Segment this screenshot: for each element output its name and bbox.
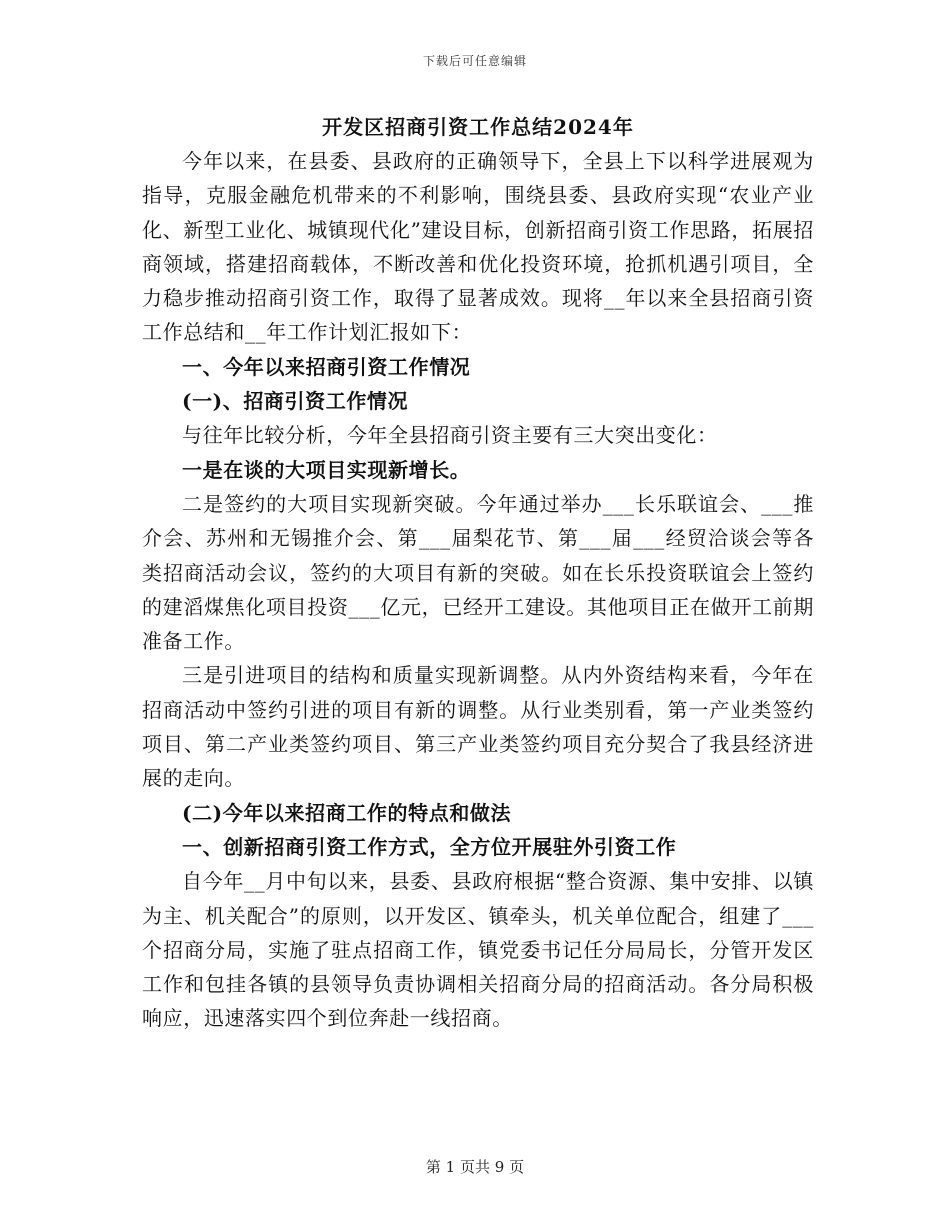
paragraph: 二是签约的大项目实现新突破。今年通过举办___长乐联谊会、___推介会、苏州和无锡推介会、第___届梨花节、第___届___经贸洽谈会等各类招商活动会议，签约的大项目有新的突破。如在长乐投资联谊会上签约的建滔煤焦化项目投资___亿元，已经开工建设。其他项目正在做开工前期准备工作。 <box>142 491 814 654</box>
subsection-heading-1: (一)、招商引资工作情况 <box>182 389 409 414</box>
paragraph: 自今年__月中旬以来，县委、县政府根据“整合资源、集中安排、以镇为主、机关配合”的原则，以开发区、镇牵头，机关单位配合，组建了___个招商分局，实施了驻点招商工作，镇党委书记任分局局长，分管开发区工作和包挂各镇的县领导负责协调相关招商分局的招商活动。各分局积极响应，迅速落实四个到位奔赴一线招商。 <box>142 869 814 1031</box>
section-heading-1: 一、今年以来招商引资工作情况 <box>182 354 471 379</box>
page-header-note: 下载后可任意编辑 <box>422 54 527 68</box>
point-heading-2: 一、创新招商引资工作方式，全方位开展驻外引资工作 <box>182 834 677 859</box>
subsection-heading-2: (二)今年以来招商工作的特点和做法 <box>182 800 512 825</box>
intro-paragraph: 今年以来，在县委、县政府的正确领导下，全县上下以科学进展观为指导，克服金融危机带来的不利影响，围绕县委、县政府实现“农业产业化、新型工业化、城镇现代化”建设目标，创新招商引资工作思路，拓展招商领域，搭建招商载体，不断改善和优化投资环境，抢抓机遇引项目，全力稳步推动招商引资工作，取得了显著成效。现将__年以来全县招商引资工作总结和__年工作计划汇报如下： <box>142 149 814 345</box>
document-title: 开发区招商引资工作总结2024年 <box>322 115 634 139</box>
paragraph: 三是引进项目的结构和质量实现新调整。从内外资结构来看，今年在招商活动中签约引进的项目有新的调整。从行业类别看，第一产业类签约项目、第二产业类签约项目、第三产业类签约项目充分契合了我县经济进展的走向。 <box>142 663 814 791</box>
point-heading-1: 一是在谈的大项目实现新增长。 <box>182 457 471 482</box>
paragraph: 与往年比较分析，今年全县招商引资主要有三大突出变化： <box>182 423 718 448</box>
document-body <box>142 112 814 1036</box>
page-number: 第 1 页共 9 页 <box>425 1158 525 1176</box>
